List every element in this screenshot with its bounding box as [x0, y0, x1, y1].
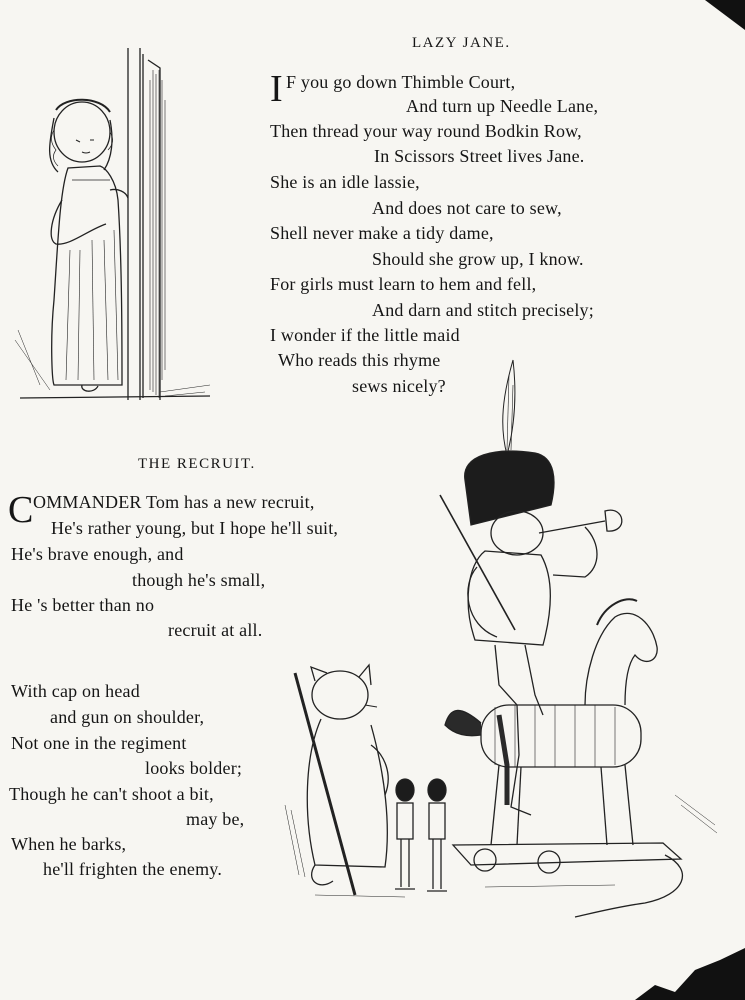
poem-line: Who reads this rhyme [278, 350, 441, 370]
poem-line: he'll frighten the enemy. [43, 859, 223, 879]
poem-line: Though he can't shoot a bit, [9, 784, 214, 804]
page-corner-shadow [695, 0, 745, 30]
poem-line: though he's small, [132, 570, 266, 590]
drop-cap-i: I [270, 68, 283, 110]
poem-line: looks bolder; [145, 758, 243, 778]
girl-behind-door-illustration [10, 40, 220, 420]
poem-line: With cap on head [11, 681, 140, 701]
poem-line: In Scissors Street lives Jane. [374, 146, 585, 166]
poem-line: He's rather young, but I hope he'll suit, [51, 518, 339, 538]
recruit-scene-illustration [285, 355, 725, 925]
drop-cap-c: C [8, 489, 34, 531]
torn-page-edge [635, 940, 745, 1000]
poem-line: For girls must learn to hem and fell, [270, 274, 537, 294]
poem-line: And turn up Needle Lane, [406, 96, 599, 116]
poem-line: F you go down Thimble Court, [286, 72, 516, 92]
poem-line: OMMANDER Tom has a new recruit, [33, 492, 315, 512]
poem-line: and gun on shoulder, [50, 707, 205, 727]
poem-line: Not one in the regiment [11, 733, 187, 753]
poem-line: And does not care to sew, [372, 198, 562, 218]
poem-line: He 's better than no [11, 595, 155, 615]
poem-line: may be, [186, 809, 245, 829]
poem-title-the-recruit: THE RECRUIT. [138, 456, 256, 472]
poem-line: Shell never make a tidy dame, [270, 223, 494, 243]
poem-line: When he barks, [11, 834, 127, 854]
poem-line: She is an idle lassie, [270, 172, 420, 192]
poem-line: He's brave enough, and [11, 544, 184, 564]
poem-title-lazy-jane: LAZY JANE. [412, 35, 511, 51]
poem-line: sews nicely? [352, 376, 446, 396]
poem-line: Then thread your way round Bodkin Row, [270, 121, 582, 141]
poem-line: And darn and stitch precisely; [372, 300, 594, 320]
poem-line: recruit at all. [168, 620, 263, 640]
poem-line: I wonder if the little maid [270, 325, 460, 345]
poem-line: Should she grow up, I know. [372, 249, 584, 269]
